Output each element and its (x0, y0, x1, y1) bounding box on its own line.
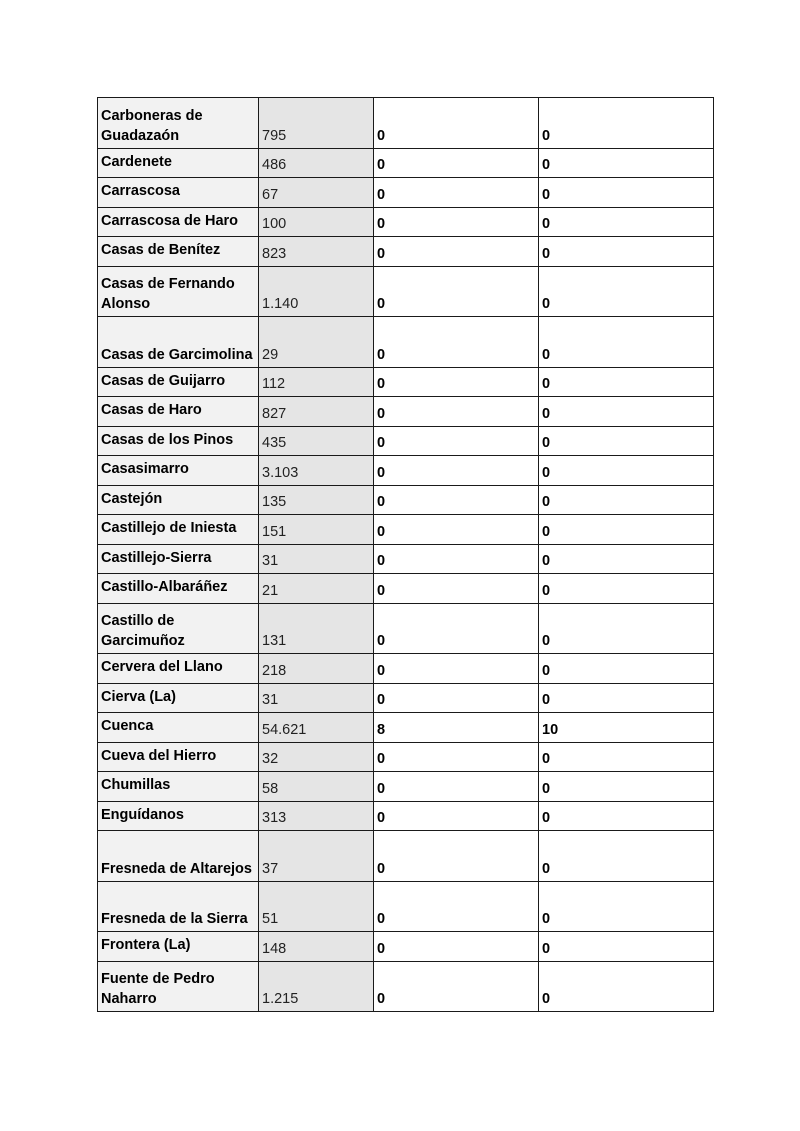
value-cell-3: 0 (374, 742, 539, 772)
municipality-name-cell: Cuenca (98, 713, 259, 743)
population-cell: 795 (259, 98, 374, 149)
table-row (98, 515, 714, 545)
value-cell-4: 0 (539, 456, 714, 486)
value-cell-4: 0 (539, 881, 714, 932)
municipality-name-cell: Cardenete (98, 148, 259, 178)
table-row (98, 367, 714, 397)
table-body (98, 98, 714, 1012)
population-cell: 112 (259, 367, 374, 397)
population-cell: 1.215 (259, 961, 374, 1012)
population-cell: 58 (259, 772, 374, 802)
table-row (98, 713, 714, 743)
population-cell: 32 (259, 742, 374, 772)
population-cell: 31 (259, 683, 374, 713)
value-cell-3: 0 (374, 683, 539, 713)
table-row (98, 317, 714, 368)
population-cell: 29 (259, 317, 374, 368)
value-cell-3: 0 (374, 178, 539, 208)
population-cell: 51 (259, 881, 374, 932)
table-row (98, 148, 714, 178)
population-cell: 67 (259, 178, 374, 208)
value-cell-3: 0 (374, 456, 539, 486)
municipality-name-cell: Carboneras de Guadazaón (98, 98, 259, 149)
value-cell-4: 10 (539, 713, 714, 743)
table-row (98, 266, 714, 317)
municipality-table (97, 97, 714, 1012)
table-row (98, 574, 714, 604)
municipality-name-cell: Frontera (La) (98, 932, 259, 962)
population-cell: 1.140 (259, 266, 374, 317)
population-cell: 31 (259, 544, 374, 574)
table-row (98, 742, 714, 772)
value-cell-3: 0 (374, 148, 539, 178)
table-row (98, 98, 714, 149)
municipality-name-cell: Enguídanos (98, 801, 259, 831)
table-row (98, 683, 714, 713)
population-cell: 486 (259, 148, 374, 178)
table-row (98, 207, 714, 237)
value-cell-3: 0 (374, 426, 539, 456)
value-cell-4: 0 (539, 178, 714, 208)
municipality-name-cell: Casas de Haro (98, 397, 259, 427)
value-cell-4: 0 (539, 801, 714, 831)
value-cell-3: 8 (374, 713, 539, 743)
value-cell-3: 0 (374, 831, 539, 882)
value-cell-4: 0 (539, 98, 714, 149)
value-cell-4: 0 (539, 207, 714, 237)
value-cell-4: 0 (539, 742, 714, 772)
value-cell-4: 0 (539, 831, 714, 882)
municipality-name-cell: Casasimarro (98, 456, 259, 486)
municipality-name-cell: Castejón (98, 485, 259, 515)
population-cell: 148 (259, 932, 374, 962)
population-cell: 313 (259, 801, 374, 831)
municipality-name-cell: Casas de los Pinos (98, 426, 259, 456)
value-cell-3: 0 (374, 98, 539, 149)
value-cell-3: 0 (374, 485, 539, 515)
value-cell-3: 0 (374, 881, 539, 932)
table-row (98, 544, 714, 574)
value-cell-4: 0 (539, 237, 714, 267)
population-cell: 100 (259, 207, 374, 237)
population-cell: 218 (259, 654, 374, 684)
table-row (98, 485, 714, 515)
value-cell-4: 0 (539, 574, 714, 604)
table-row (98, 456, 714, 486)
value-cell-4: 0 (539, 397, 714, 427)
municipality-name-cell: Fresneda de Altarejos (98, 831, 259, 882)
value-cell-4: 0 (539, 317, 714, 368)
population-cell: 823 (259, 237, 374, 267)
value-cell-3: 0 (374, 654, 539, 684)
value-cell-4: 0 (539, 367, 714, 397)
value-cell-3: 0 (374, 367, 539, 397)
table-row (98, 426, 714, 456)
value-cell-3: 0 (374, 772, 539, 802)
table-row (98, 801, 714, 831)
municipality-name-cell: Cierva (La) (98, 683, 259, 713)
population-cell: 54.621 (259, 713, 374, 743)
value-cell-4: 0 (539, 148, 714, 178)
population-cell: 131 (259, 603, 374, 654)
value-cell-3: 0 (374, 515, 539, 545)
population-cell: 435 (259, 426, 374, 456)
municipality-name-cell: Castillo de Garcimuñoz (98, 603, 259, 654)
table-row (98, 603, 714, 654)
table-row (98, 831, 714, 882)
value-cell-3: 0 (374, 207, 539, 237)
value-cell-3: 0 (374, 574, 539, 604)
value-cell-4: 0 (539, 683, 714, 713)
municipality-name-cell: Castillejo de Iniesta (98, 515, 259, 545)
population-cell: 135 (259, 485, 374, 515)
municipality-name-cell: Chumillas (98, 772, 259, 802)
value-cell-3: 0 (374, 801, 539, 831)
value-cell-3: 0 (374, 603, 539, 654)
municipality-name-cell: Castillejo-Sierra (98, 544, 259, 574)
table-row (98, 654, 714, 684)
table-row (98, 397, 714, 427)
table-row (98, 961, 714, 1012)
municipality-name-cell: Fuente de Pedro Naharro (98, 961, 259, 1012)
value-cell-4: 0 (539, 654, 714, 684)
table-row (98, 772, 714, 802)
value-cell-4: 0 (539, 544, 714, 574)
municipality-name-cell: Casas de Benítez (98, 237, 259, 267)
value-cell-4: 0 (539, 772, 714, 802)
population-cell: 21 (259, 574, 374, 604)
municipality-name-cell: Cueva del Hierro (98, 742, 259, 772)
municipality-name-cell: Cervera del Llano (98, 654, 259, 684)
value-cell-3: 0 (374, 961, 539, 1012)
value-cell-4: 0 (539, 426, 714, 456)
value-cell-4: 0 (539, 485, 714, 515)
value-cell-3: 0 (374, 397, 539, 427)
value-cell-4: 0 (539, 266, 714, 317)
municipality-name-cell: Casas de Garcimolina (98, 317, 259, 368)
value-cell-3: 0 (374, 932, 539, 962)
municipality-name-cell: Carrascosa (98, 178, 259, 208)
population-cell: 827 (259, 397, 374, 427)
population-cell: 151 (259, 515, 374, 545)
population-cell: 3.103 (259, 456, 374, 486)
value-cell-3: 0 (374, 266, 539, 317)
municipality-name-cell: Carrascosa de Haro (98, 207, 259, 237)
value-cell-4: 0 (539, 603, 714, 654)
municipality-name-cell: Castillo-Albaráñez (98, 574, 259, 604)
table-row (98, 178, 714, 208)
municipality-name-cell: Casas de Guijarro (98, 367, 259, 397)
value-cell-4: 0 (539, 961, 714, 1012)
value-cell-4: 0 (539, 515, 714, 545)
table-row (98, 237, 714, 267)
value-cell-3: 0 (374, 544, 539, 574)
municipality-name-cell: Fresneda de la Sierra (98, 881, 259, 932)
table-row (98, 881, 714, 932)
table-row (98, 932, 714, 962)
value-cell-3: 0 (374, 237, 539, 267)
population-cell: 37 (259, 831, 374, 882)
value-cell-3: 0 (374, 317, 539, 368)
municipality-name-cell: Casas de Fernando Alonso (98, 266, 259, 317)
value-cell-4: 0 (539, 932, 714, 962)
